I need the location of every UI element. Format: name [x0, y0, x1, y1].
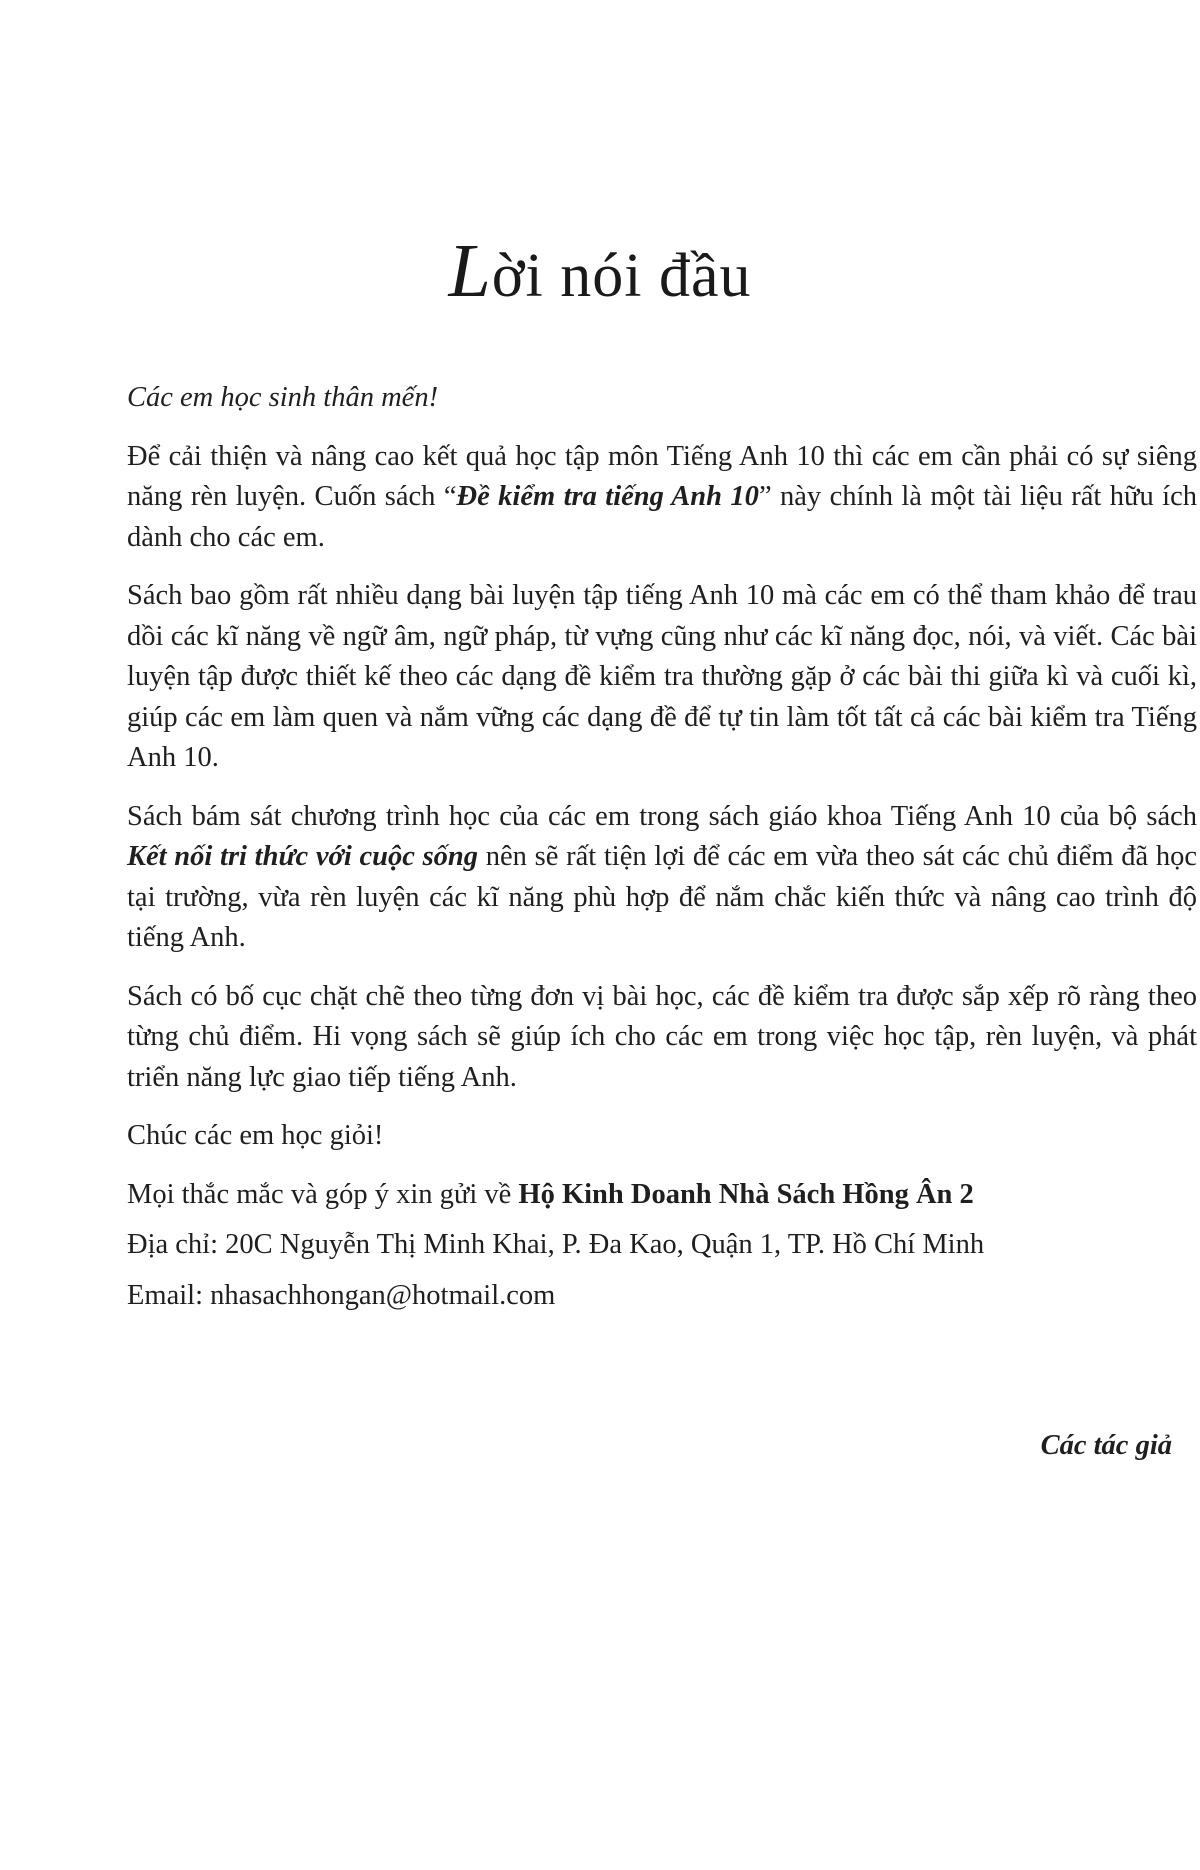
greeting: Các em học sinh thân mến! [127, 382, 439, 413]
page-title [0, 228, 1200, 315]
paragraph-intro-after: ” này chính là một tài liệu rất hữu ích dành cho các em. [127, 481, 1197, 553]
paragraph-curriculum [127, 797, 1197, 959]
publisher-name: Hộ Kinh Doanh Nhà Sách Hồng Ân 2 [518, 1178, 974, 1210]
email-line: Email: nhasachhongan@hotmail.com [127, 1279, 556, 1311]
series-title: Kết nối tri thức với cuộc sống [127, 841, 479, 872]
preface-body [127, 378, 1197, 1326]
author-signature: Các tác giả [1040, 1430, 1172, 1461]
paragraph-curriculum-before: Sách bám sát chương trình học của các em trong sách giáo khoa Tiếng Anh 10 của bộ sách [127, 800, 1197, 832]
paragraph-curriculum-after: nên sẽ rất tiện lợi để các em vừa theo sát các chủ điểm đã học tại trường, vừa rèn luyện các kĩ năng phù hợp để nắm chắc kiến thức và nâng cao trình độ tiếng Anh. [127, 841, 1197, 953]
paragraph-intro [127, 437, 1197, 559]
paragraph-structure: Sách có bố cục chặt chẽ theo từng đơn vị bài học, các đề kiểm tra được sắp xếp rõ ràng theo từng chủ điểm. Hi vọng sách sẽ giúp ích cho các em trong việc học tập, rèn luyện, và phát triển năng lực giao tiếp tiếng Anh. [127, 980, 1197, 1093]
closing-wish: Chúc các em học giỏi! [127, 1120, 384, 1151]
feedback-line [127, 1175, 1197, 1216]
feedback-text: Mọi thắc mắc và góp ý xin gửi về [127, 1178, 519, 1210]
paragraph-intro-before: Để cải thiện và nâng cao kết quả học tập môn Tiếng Anh 10 thì các em cần phải có sự siêng năng rèn luyện. Cuốn sách “ [127, 440, 1197, 512]
title-rest: ời nói đầu [491, 242, 752, 310]
book-title: Đề kiểm tra tiếng Anh 10 [456, 481, 759, 512]
address-line: Địa chỉ: 20C Nguyễn Thị Minh Khai, P. Đa Kao, Quận 1, TP. Hồ Chí Minh [127, 1229, 985, 1260]
contact-info [127, 1175, 1197, 1317]
paragraph-content: Sách bao gồm rất nhiều dạng bài luyện tập tiếng Anh 10 mà các em có thể tham khảo để trau dồi các kĩ năng về ngữ âm, ngữ pháp, từ vựng cũng như các kĩ năng đọc, nói, và viết. Các bài luyện tập được thiết kế theo các dạng đề kiểm tra thường gặp ở các bài thi giữa kì và cuối kì, giúp các em làm quen và nắm vững các dạng đề để tự tin làm tốt tất cả các bài kiểm tra Tiếng Anh 10. [127, 580, 1197, 773]
title-initial: L [448, 229, 492, 313]
